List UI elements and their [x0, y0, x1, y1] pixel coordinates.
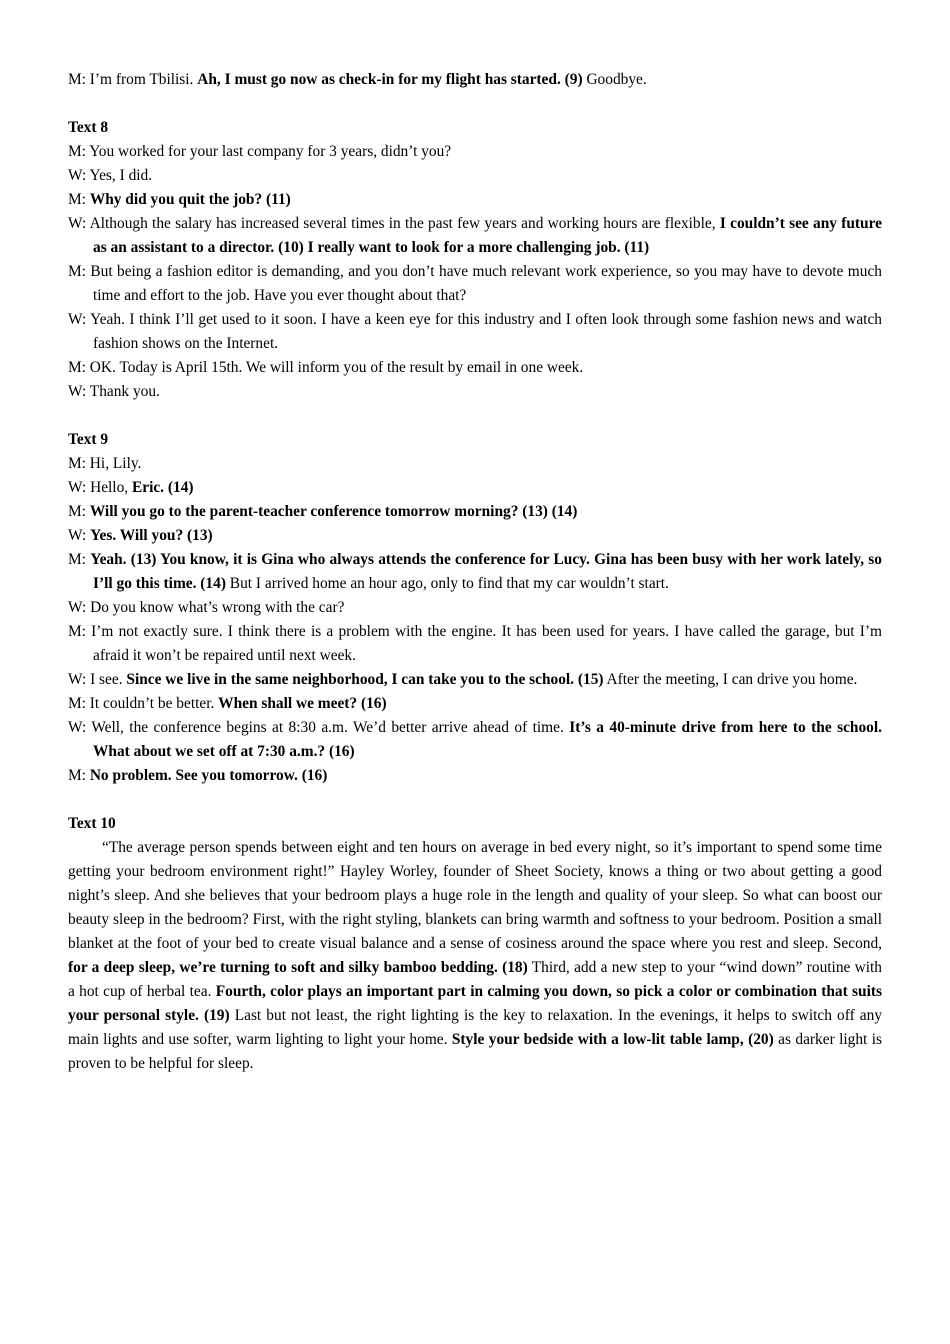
dialogue-line [68, 164, 882, 188]
text-run: M: [68, 551, 91, 568]
dialogue-line [68, 500, 882, 524]
text-run: M: But being a fashion editor is demanding, and you don’t have much relevant work experience, so you may have to devote much time and effort to the job. Have you ever thought about that? [68, 263, 882, 304]
answer-highlight: Why did you quit the job? (11) [89, 191, 291, 208]
dialogue-line [68, 668, 882, 692]
dialogue-line [68, 380, 882, 404]
document-page [68, 68, 882, 1076]
dialogue-line [68, 764, 882, 788]
dialogue-line [68, 452, 882, 476]
answer-highlight: Fourth, color plays an important part in calming you down, so pick a color or combination that suits your personal style. (19) [68, 983, 882, 1024]
section-gap [68, 404, 882, 428]
section-gap [68, 788, 882, 812]
text-run: M: I’m not exactly sure. I think there is a problem with the engine. It has been used for years. I have called the garage, but I’m afraid it won’t be repaired until next week. [68, 623, 882, 664]
dialogue-line [68, 620, 882, 668]
answer-highlight: Will you go to the parent-teacher conference tomorrow morning? (13) (14) [89, 503, 578, 520]
dialogue-line [68, 692, 882, 716]
text-run: W: [68, 527, 91, 544]
text-run: W: Well, the conference begins at 8:30 a.m. We’d better arrive ahead of time. [68, 719, 570, 736]
text-run: W: I see. [68, 671, 127, 688]
text-run: M: [68, 767, 90, 784]
answer-highlight: for a deep sleep, we’re turning to soft and silky bamboo bedding. (18) [68, 959, 528, 976]
text7-closing-line [68, 68, 882, 92]
dialogue-line [68, 716, 882, 764]
answer-highlight: Ah, I must go now as check-in for my flight has started. (9) [197, 71, 583, 88]
answer-highlight: When shall we meet? (16) [218, 695, 387, 712]
text-run: Goodbye. [582, 71, 647, 88]
text-run: M: Hi, Lily. [68, 455, 142, 472]
dialogue-line [68, 260, 882, 308]
section-heading: Text 10 [68, 815, 116, 832]
dialogue-line [68, 476, 882, 500]
monologue-paragraph [68, 836, 882, 1076]
text-run: After the meeting, I can drive you home. [603, 671, 858, 688]
text-run: Third, add a new step to your “wind down” routine with a hot cup of herbal tea. [68, 959, 882, 1000]
text9-section [68, 428, 882, 788]
section-heading: Text 9 [68, 431, 109, 448]
text10-section [68, 812, 882, 1076]
section-heading: Text 8 [68, 119, 109, 136]
answer-highlight: Since we live in the same neighborhood, I can take you to the school. (15) [126, 671, 604, 688]
text-run: W: Yes, I did. [68, 167, 153, 184]
text-run: M: OK. Today is April 15th. We will inform you of the result by email in one week. [68, 359, 584, 376]
answer-highlight: Yes. Will you? (13) [90, 527, 213, 544]
text8-section [68, 116, 882, 404]
dialogue-line [68, 140, 882, 164]
text-run: W: Hello, [68, 479, 132, 496]
text-run: Last but not least, the right lighting is the key to relaxation. In the evenings, it helps to switch off any main lights and use softer, warm lighting to light your home. [68, 1007, 883, 1048]
dialogue-line [68, 188, 882, 212]
dialogue-line [68, 212, 882, 260]
text-run: W: Although the salary has increased several times in the past few years and working hours are flexible, [68, 215, 720, 232]
text-run: But I arrived home an hour ago, only to find that my car wouldn’t start. [225, 575, 669, 592]
answer-highlight: Style your bedside with a low-lit table lamp, (20) [451, 1031, 774, 1048]
text-run: M: [68, 191, 90, 208]
answer-highlight: Eric. (14) [131, 479, 194, 496]
text-run: M: I’m from Tbilisi. [68, 71, 198, 88]
dialogue-line [68, 356, 882, 380]
dialogue-line [68, 524, 882, 548]
text-run: W: Thank you. [68, 383, 160, 400]
answer-highlight: It’s a 40-minute drive from here to the school. What about we set off at 7:30 a.m.? (16) [93, 719, 882, 760]
dialogue-line [68, 308, 882, 356]
section-gap [68, 92, 882, 116]
dialogue-line [68, 596, 882, 620]
text-run: W: Yeah. I think I’ll get used to it soon. I have a keen eye for this industry and I often look through some fashion news and watch fashion shows on the Internet. [68, 311, 882, 352]
answer-highlight: I couldn’t see any future as an assistant to a director. (10) I really want to look for a more challenging job. (11) [93, 215, 882, 256]
text-run: as darker light is proven to be helpful for sleep. [68, 1031, 882, 1072]
text-run: W: Do you know what’s wrong with the car? [68, 599, 345, 616]
dialogue-line [68, 548, 882, 596]
answer-highlight: Yeah. (13) You know, it is Gina who always attends the conference for Lucy. Gina has been busy with her work lately, so I’ll go this time. (14) [90, 551, 882, 592]
text-run: M: [68, 503, 90, 520]
text-run: M: It couldn’t be better. [68, 695, 219, 712]
text-run: M: You worked for your last company for 3 years, didn’t you? [68, 143, 452, 160]
answer-highlight: No problem. See you tomorrow. (16) [89, 767, 328, 784]
text-run: “The average person spends between eight and ten hours on average in bed every night, so it’s important to spend some time getting your bedroom environment right!” Hayley Worley, founder of Sheet Society, knows a thing or two about getting a good night’s sleep. And she believes that your bedroom plays a huge role in the length and quality of your sleep. So what can boost our beauty sleep in the bedroom? First, with the right styling, blankets can bring warmth and softness to your bedroom. Position a small blanket at the foot of your bed to create visual balance and a sense of cosiness around the space where you rest and sleep. Second, [68, 839, 882, 952]
